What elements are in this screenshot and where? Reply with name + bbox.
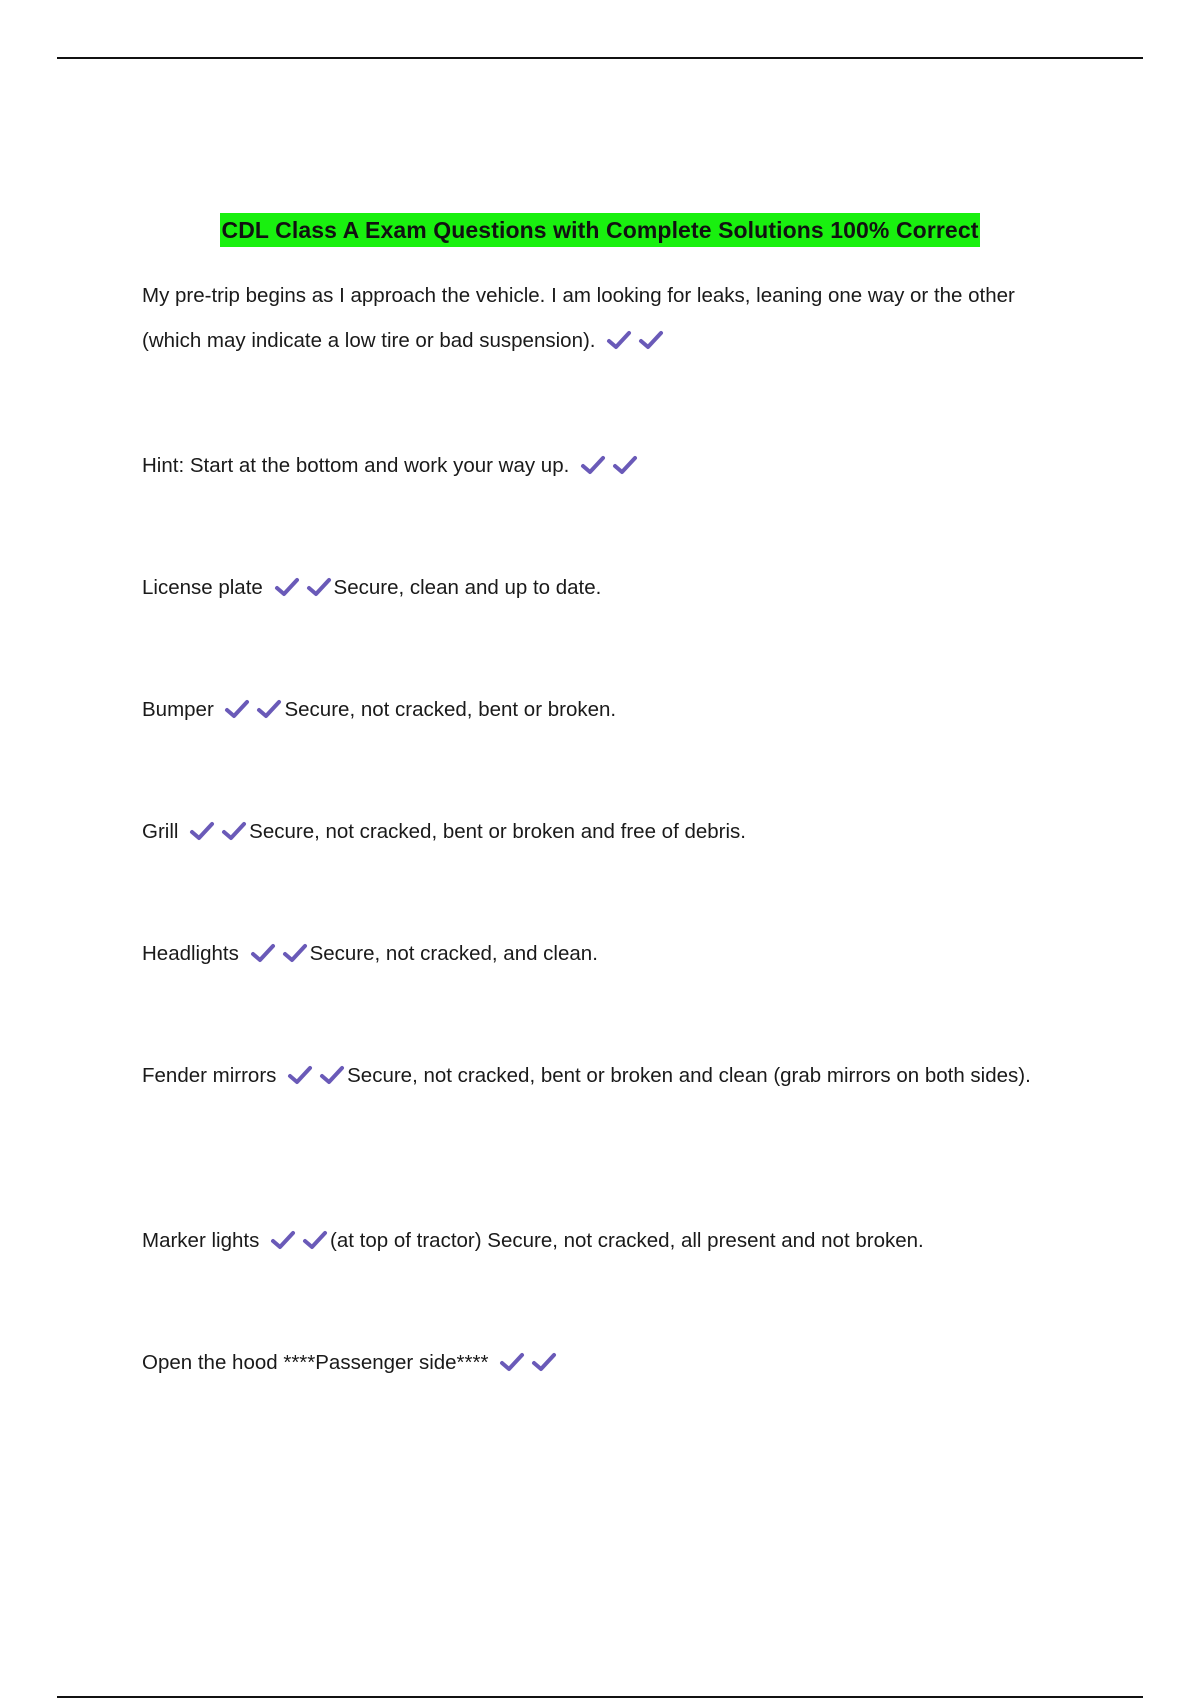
footer-rule [57, 1696, 1143, 1698]
check-icon [250, 942, 276, 964]
check-icon [319, 1064, 345, 1086]
check-icon [221, 820, 247, 842]
check-icon [531, 1351, 557, 1373]
header-rule [57, 57, 1143, 59]
qa-entry-open-hood [142, 1340, 1032, 1385]
entry-question: Headlights [142, 942, 239, 965]
qa-entry-headlights [142, 931, 1032, 976]
entry-answer: Secure, not cracked, bent or broken and clean (grab mirrors on both sides). [347, 1064, 1031, 1087]
entry-question: License plate [142, 576, 263, 599]
entry-question: Marker lights [142, 1229, 260, 1252]
title-container [0, 213, 1200, 247]
entry-answer: Secure, not cracked, bent or broken and free of debris. [249, 820, 746, 843]
qa-entry-grill [142, 809, 1032, 854]
check-icon [287, 1064, 313, 1086]
check-icon [499, 1351, 525, 1373]
document-title: CDL Class A Exam Questions with Complete Solutions 100% Correct [220, 213, 981, 247]
entry-question: Open the hood ****Passenger side**** [142, 1351, 489, 1374]
qa-entry-fender-mirrors [142, 1053, 1032, 1098]
entry-answer: Secure, clean and up to date. [333, 576, 602, 599]
check-icon [580, 454, 606, 476]
check-icon [302, 1229, 328, 1251]
check-icon [282, 942, 308, 964]
qa-entry-license-plate [142, 565, 1032, 610]
check-icon [306, 576, 332, 598]
check-icon [612, 454, 638, 476]
qa-entry-leaks [142, 273, 1032, 363]
entry-question: Grill [142, 820, 179, 843]
check-icon [224, 698, 250, 720]
qa-entry-marker-lights [142, 1218, 1032, 1263]
entry-question: My pre-trip begins as I approach the vehicle. I am looking for leaks, leaning one way or the other (which may indicate a low tire or bad suspension). [142, 284, 1015, 352]
check-icon [638, 329, 664, 351]
entry-answer: (at top of tractor) Secure, not cracked, all present and not broken. [330, 1229, 924, 1252]
entry-question: Bumper [142, 698, 214, 721]
check-icon [606, 329, 632, 351]
entry-question: Hint: Start at the bottom and work your way up. [142, 454, 570, 477]
qa-entry-hint [142, 443, 1032, 488]
check-icon [256, 698, 282, 720]
qa-entry-bumper [142, 687, 1032, 732]
entry-answer: Secure, not cracked, and clean. [309, 942, 598, 965]
entry-question: Fender mirrors [142, 1064, 277, 1087]
check-icon [270, 1229, 296, 1251]
check-icon [274, 576, 300, 598]
check-icon [189, 820, 215, 842]
entry-answer: Secure, not cracked, bent or broken. [284, 698, 617, 721]
